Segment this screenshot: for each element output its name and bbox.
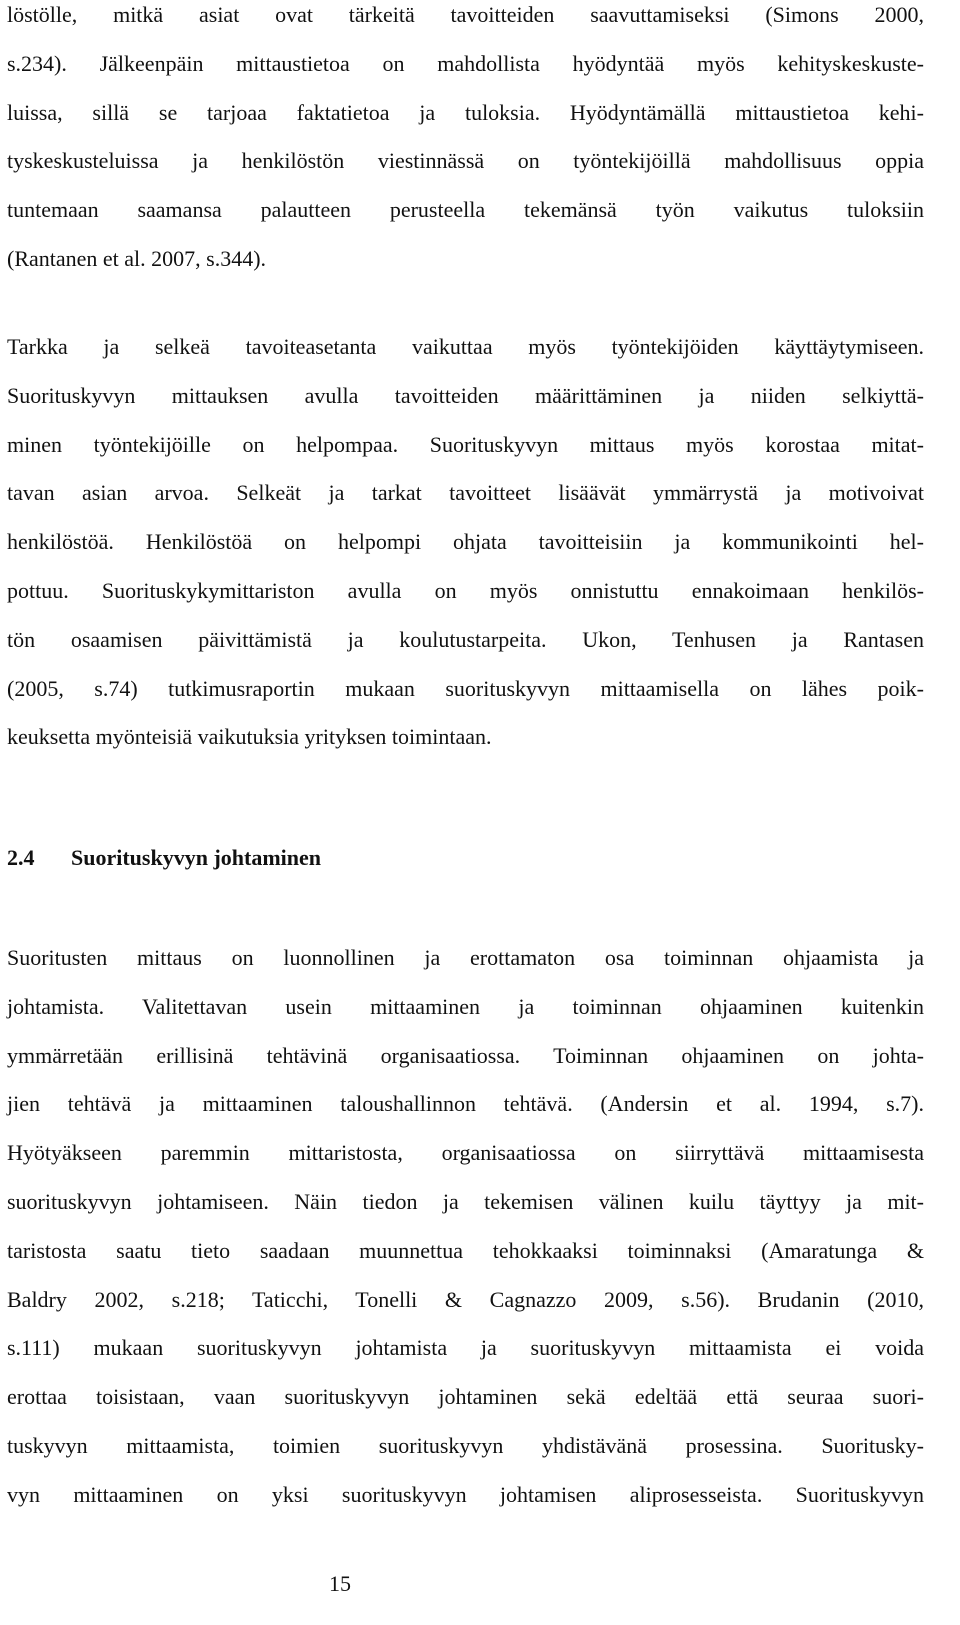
text-line: pottuu. Suorituskykymittariston avulla on myös onnistuttu ennakoimaan henkilös- xyxy=(7,577,924,603)
page-number: 15 xyxy=(329,1571,351,1596)
text-line: jien tehtävä ja mittaaminen taloushallinnon tehtävä. (Andersin et al. 1994, s.7). xyxy=(7,1091,924,1117)
text-line: tuskyvyn mittaamista, toimien suorituskyvyn yhdistävänä prosessina. Suoritusky- xyxy=(7,1432,924,1458)
text-line: taristosta saatu tieto saadaan muunnettua tehokkaaksi toiminnaksi (Amaratunga & xyxy=(7,1237,924,1263)
text-line: tuntemaan saamansa palautteen perusteella tekemänsä työn vaikutus tuloksiin xyxy=(7,197,924,223)
text-line: erottaa toisistaan, vaan suorituskyvyn johtaminen sekä edeltää että seuraa suori- xyxy=(7,1384,924,1410)
text-line: johtamista. Valitettavan usein mittaaminen ja toiminnan ohjaaminen kuitenkin xyxy=(7,993,924,1019)
paragraph-2 xyxy=(7,323,924,762)
text-line: minen työntekijöille on helpompaa. Suorituskyvyn mittaus myös korostaa mitat- xyxy=(7,431,924,457)
text-line: tön osaamisen päivittämistä ja koulutustarpeita. Ukon, Tenhusen ja Rantasen xyxy=(7,626,924,652)
text-line: (Rantanen et al. 2007, s.344). xyxy=(7,245,267,271)
text-line: Tarkka ja selkeä tavoiteasetanta vaikuttaa myös työntekijöiden käyttäytymiseen. xyxy=(7,334,924,359)
text-line: suorituskyvyn johtamiseen. Näin tiedon ja tekemisen välinen kuilu täyttyy ja mit- xyxy=(7,1188,924,1214)
text-line: Suorituskyvyn mittauksen avulla tavoitteiden määrittäminen ja niiden selkiyttä- xyxy=(7,382,924,408)
paragraph-1 xyxy=(7,0,924,284)
text-line: ymmärretään erillisinä tehtävinä organisaatiossa. Toiminnan ohjaaminen on johta- xyxy=(7,1042,924,1068)
section-title: Suorituskyvyn johtaminen xyxy=(71,845,322,870)
text-line: tavan asian arvoa. Selkeät ja tarkat tavoitteet lisäävät ymmärrystä ja motivoivat xyxy=(7,480,924,506)
text-line: löstölle, mitkä asiat ovat tärkeitä tavoitteiden saavuttamiseksi (Simons 2000, xyxy=(7,2,924,27)
text-line: luissa, sillä se tarjoaa faktatietoa ja tuloksia. Hyödyntämällä mittaustietoa kehi- xyxy=(7,99,924,125)
paragraph-3 xyxy=(7,934,924,1520)
text-line: Hyötyäkseen paremmin mittaristosta, organisaatiossa on siirryttävä mittaamisesta xyxy=(7,1140,924,1166)
text-line: tyskeskusteluissa ja henkilöstön viestinnässä on työntekijöillä mahdollisuus oppia xyxy=(7,148,924,174)
section-number: 2.4 xyxy=(7,845,35,870)
text-line: s.111) mukaan suorituskyvyn johtamista ja suorituskyvyn mittaamista ei voida xyxy=(7,1335,924,1361)
text-line: (2005, s.74) tutkimusraportin mukaan suorituskyvyn mittaamisella on lähes poik- xyxy=(7,675,924,701)
text-line: vyn mittaaminen on yksi suorituskyvyn johtamisen aliprosesseista. Suorituskyvyn xyxy=(7,1481,924,1507)
text-line: s.234). Jälkeenpäin mittaustietoa on mahdollista hyödyntää myös kehityskeskuste- xyxy=(7,50,924,76)
section-heading xyxy=(7,838,924,878)
text-line: Suoritusten mittaus on luonnollinen ja erottamaton osa toiminnan ohjaamista ja xyxy=(7,945,924,970)
text-line: keuksetta myönteisiä vaikutuksia yrityksen toimintaan. xyxy=(7,724,492,750)
text-line: henkilöstöä. Henkilöstöä on helpompi ohjata tavoitteisiin ja kommunikointi hel- xyxy=(7,529,924,555)
text-line: Baldry 2002, s.218; Taticchi, Tonelli & Cagnazzo 2009, s.56). Brudanin (2010, xyxy=(7,1286,924,1312)
